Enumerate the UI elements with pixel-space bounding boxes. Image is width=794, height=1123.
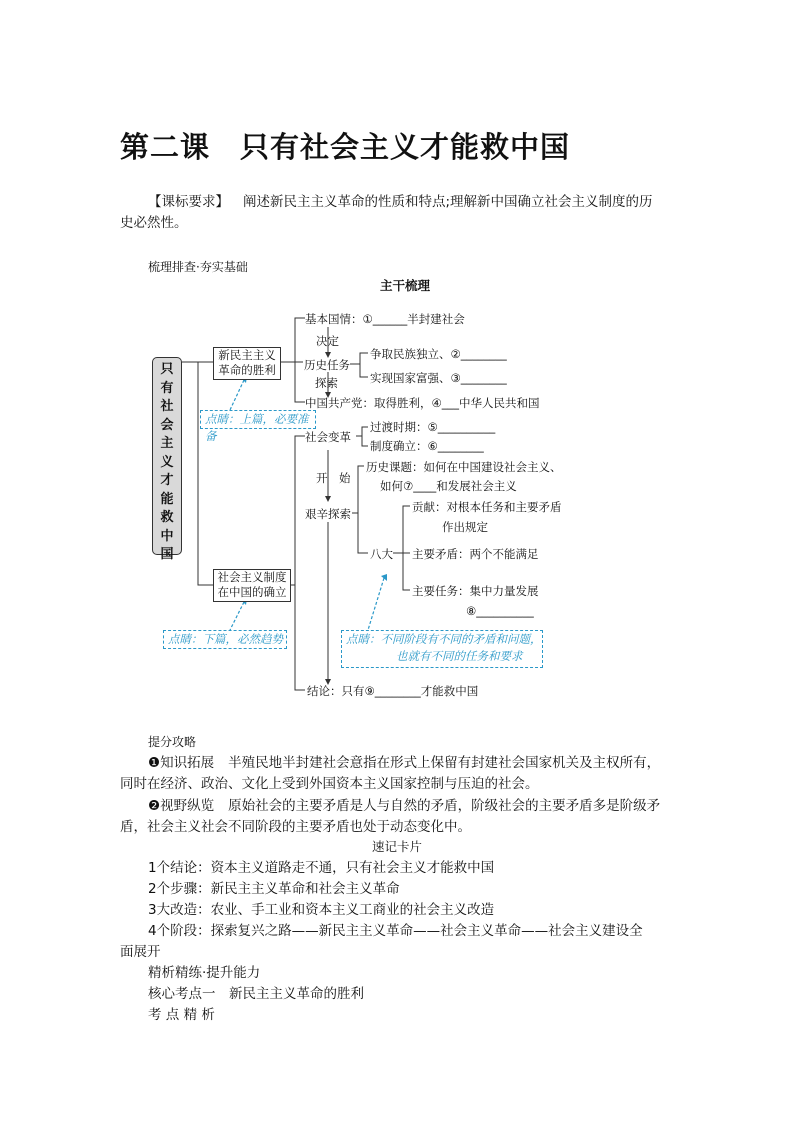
node-transition: 过渡时期：⑤__________ [370,420,496,434]
note-stages-line1: 点睛：不同阶段有不同的矛盾和问题， [346,632,542,646]
note-stages-line2: 也就有不同的任务和要求 [396,649,523,663]
node-conclusion: 结论：只有⑨________才能救中国 [307,684,479,698]
node-main-contradiction: 主要矛盾：两个不能满足 [412,547,539,561]
node-social-change: 社会变革 [305,430,351,444]
node-decide: 决定 [316,334,339,348]
tip1-line2: 同时在经济、政治、文化上受到外国资本主义国家控制与压迫的社会。 [120,776,539,792]
node-system-established: 制度确立：⑥________ [370,439,484,453]
node-basic-condition: 基本国情：①______半封建社会 [305,312,465,326]
card-line-1: 1个结论：资本主义道路走不通，只有社会主义才能救中国 [148,860,495,876]
note-part2: 点睛：下篇，必然趋势 [163,630,287,649]
node-hard-exploration: 艰辛探索 [305,507,351,521]
diagram-title: 主干梳理 [380,278,431,293]
node-task-prosperity: 实现国家富强、③________ [370,371,507,385]
section2-heading: 提分攻略 [148,735,197,749]
analysis-heading: 考 点 精 析 [148,1007,215,1023]
node-ccp: 中国共产党：取得胜利，④___中华人民共和国 [305,396,540,410]
section1-heading: 梳理排查·夯实基础 [148,260,248,274]
node-historical-task: 历史任务 [304,358,350,372]
node-issue-line2: 如何⑦____和发展社会主义 [380,479,517,493]
diagram-root-box [152,357,182,562]
tip2-text: 原始社会的主要矛盾是人与自然的矛盾，阶级社会的主要矛盾多是阶级矛 [228,798,661,814]
requirement-text: 阐述新民主主义革命的性质和特点;理解新中国确立社会主义制度的历 [243,194,653,210]
node-issue-line1: 历史课题：如何在中国建设社会主义、 [366,460,562,474]
card-line-4-wrap: 面展开 [120,944,161,960]
card-line-4: 4个阶段：探索复兴之路——新民主主义革命——社会主义革命——社会主义建设全 [148,923,643,939]
section3-heading: 精析精练·提升能力 [148,965,261,981]
node-start: 开 始 [316,471,351,485]
requirement-label: 【课标要求】 [148,194,229,210]
branch-socialist-system: 社会主义制度在中国的确立 [213,569,291,602]
card-line-2: 2个步骤：新民主主义革命和社会主义革命 [148,881,400,897]
requirement-line2: 史必然性。 [120,215,188,231]
node-explore: 探索 [315,376,338,390]
tip2-line2: 盾，社会主义社会不同阶段的主要矛盾也处于动态变化中。 [120,819,471,835]
diagram-root-label: 只有社会主义才能救中国 [160,362,174,562]
tip1-marker: ❶ [148,755,161,771]
node-contribution-line2: 作出规定 [442,520,488,534]
branch-new-democratic-revolution: 新民主主义革命的胜利 [213,347,281,380]
tip2-label: 视野纵览 [160,798,215,814]
core-point-heading: 核心考点一 新民主主义革命的胜利 [148,986,364,1002]
node-contribution-line1: 贡献：对根本任务和主要矛盾 [412,500,562,514]
note-stages [341,630,543,668]
node-eighth-congress: 八大 [370,547,393,561]
tip1-label: 知识拓展 [160,755,215,771]
tip1-line1 [148,752,660,774]
tip2-line1 [148,795,660,817]
note-part1: 点睛：上篇，必要准备 [200,410,316,429]
page-title: 第二课 只有社会主义才能救中国 [120,130,571,164]
card-title: 速记卡片 [372,839,423,854]
card-line-3: 3大改造：农业、手工业和资本主义工商业的社会主义改造 [148,902,495,918]
node-main-task: 主要任务：集中力量发展 [412,584,539,598]
tip2-marker: ❷ [148,798,161,814]
tip1-text: 半殖民地半封建社会意指在形式上保留有封建社会国家机关及主权所有， [228,755,661,771]
node-task-independence: 争取民族独立、②________ [370,347,507,361]
node-blank-8: ⑧__________ [466,604,534,618]
